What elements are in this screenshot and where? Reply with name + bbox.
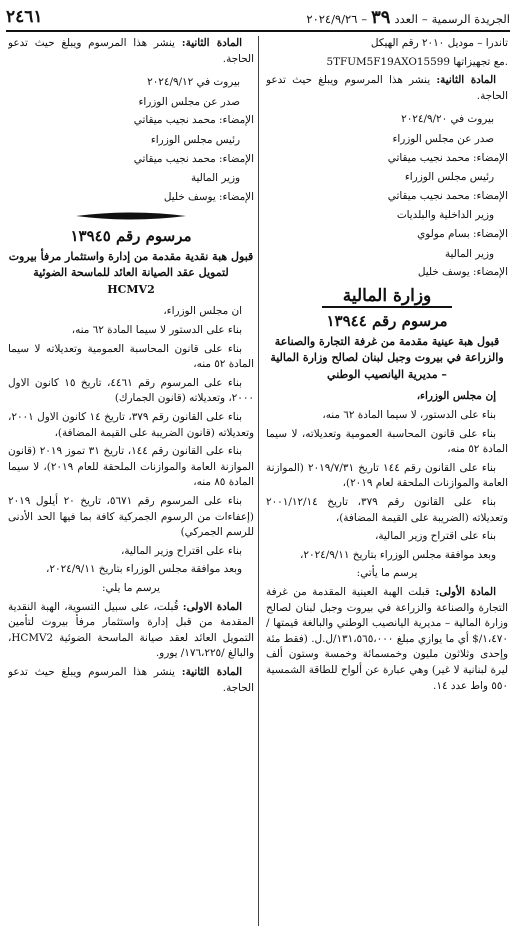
decree-title: مرسوم رقم ١٣٩٤٥ xyxy=(70,227,192,246)
decree-title: مرسوم رقم ١٣٩٤٤ xyxy=(326,312,448,331)
council-line: إن مجلس الوزراء، xyxy=(416,390,496,403)
divider-ornament xyxy=(76,211,186,221)
issue-number: ٣٩ xyxy=(371,6,391,28)
article-text: قُبلت، على سبيل التسوية، الهبة النقدية المقدمة من قبل إدارة واستثمار مرفأ بيروت لتأمين التمويل العائد لعقد صيانة الماسحة الضوئية HCMV2، والبالغ /١٧٦،٢٢٥/ يورو. xyxy=(8,600,254,660)
signature: الإمضاء: محمد نجيب ميقاتي xyxy=(387,189,508,202)
section-divider xyxy=(8,211,254,223)
decrees-line: يرسم ما يلي: xyxy=(101,581,161,594)
issued-by: صدر عن مجلس الوزراء xyxy=(392,132,494,145)
legal-basis: بناء على المرسوم رقم ٥٦٧١، تاريخ ٢٠ أيلول ٢٠١٩ (إعفاءات من الرسوم الجمركية كافة بما فيها الحد الأدنى للرسم الجمركي) xyxy=(8,494,254,539)
legal-basis: بناء على القانون رقم ٣٧٩، تاريخ ١٤ كانون الاول ٢٠٠١، وتعديلاته (قانون الضريبة على القيمة المضافة)، xyxy=(8,411,254,439)
chassis-number: 5TFUM5F19AXO15599 مع تجهيزاتها. xyxy=(326,55,508,68)
legal-basis: بناء على قانون المحاسبة العمومية وتعديلاته لا سيما المادة ٥٢ منه، xyxy=(8,342,254,371)
signatory-title: وزير الداخلية والبلديات xyxy=(396,209,494,222)
issued-by: صدر عن مجلس الوزراء xyxy=(138,95,240,108)
legal-basis: بناء على القانون رقم ١٤٤، تاريخ ٣١ تموز ٢٠١٩ (قانون الموازنة العامة والموازنات الملحقة للعام ٢٠١٩)، لا سيما المادة ٨٥ منه، xyxy=(8,445,254,489)
article-2 xyxy=(266,73,508,104)
article-label: المادة الثانية: xyxy=(181,37,243,49)
left-column xyxy=(8,36,254,928)
approval-line: وبعد موافقة مجلس الوزراء بتاريخ ٢٠٢٤/٩/١١، xyxy=(300,548,496,561)
legal-basis: بناء على قانون المحاسبة العمومية وتعديلاته، لا سيما المادة ٥٢ منه، xyxy=(266,427,508,456)
legal-basis: بناء على الدستور لا سيما المادة ٦٢ منه، xyxy=(71,324,242,337)
article-text: قبلت الهبة العينية المقدمة من غرفة التجارة والصناعة والزراعة في بيروت وجبل لبنان لصالح وزارة المالية – مديرية اليانصيب الوطني والبالغة قيمتها /١،٤٧٠/$ أي ما يوازي مبلغ ١٣١،٥٦٥،٠٠٠/ل.ل. (فقط مئة وإحدى وثلاثون مليون وخمسمائة وخمسة وستون ألف ليرة لبنانية لا غير) وهي عبارة عن ألواح للطاقة الشمسية ٥٥٠ واط عدد ١٤. xyxy=(266,585,508,692)
approval-line: وبعد موافقة مجلس الوزراء بتاريخ ٢٠٢٤/٩/١١، xyxy=(46,563,242,576)
article-text: ينشر هذا المرسوم ويبلغ حيث تدعو الحاجة. xyxy=(8,37,254,65)
page-header xyxy=(6,6,510,32)
article-2 xyxy=(8,665,254,696)
legal-basis: بناء على الدستور، لا سيما المادة ٦٢ منه، xyxy=(322,409,496,421)
column-divider xyxy=(258,36,259,926)
legal-basis: بناء على القانون رقم ٣٧٩، تاريخ ٢٠٠١/١٢/١٤ وتعديلاته (الضريبة على القيمة المضافة)، xyxy=(266,495,508,524)
decree-subject: قبول هبة نقدية مقدمة من إدارة واستثمار مرفأ بيروت لتمويل عقد الصيانة العائد للماسحة الضوئية HCMV2 xyxy=(8,249,254,296)
article-label: المادة الثانية: xyxy=(181,665,243,678)
article-1 xyxy=(8,600,254,662)
continued-text: تاندرا – موديل ٢٠١٠ رقم الهيكل xyxy=(370,37,508,49)
header-title: الجريدة الرسمية – العدد ٣٩ – ٢٠٢٤/٩/٢٦ xyxy=(306,6,510,28)
article-2 xyxy=(8,36,254,67)
page-number: ٢٤٦١ xyxy=(6,7,43,27)
right-column xyxy=(266,36,508,928)
legal-basis: بناء على اقتراح وزير المالية، xyxy=(374,530,496,543)
place-date: بيروت في ٢٠٢٤/٩/٢٠ xyxy=(401,113,494,126)
article-text: ينشر هذا المرسوم ويبلغ حيث تدعو الحاجة. xyxy=(266,74,508,102)
signature: الإمضاء: محمد نجيب ميقاتي xyxy=(387,151,508,164)
article-1 xyxy=(266,585,508,694)
signature: الإمضاء: يوسف خليل xyxy=(417,266,508,279)
signature: الإمضاء: بسام مولوي xyxy=(417,227,508,240)
signature: الإمضاء: يوسف خليل xyxy=(163,190,254,203)
signature: الإمضاء: محمد نجيب ميقاتي xyxy=(133,114,254,127)
council-line: ان مجلس الوزراء، xyxy=(163,305,242,318)
article-label: المادة الأولى: xyxy=(435,585,496,598)
signatory-title: وزير المالية xyxy=(444,247,494,260)
ministry-heading: وزارة المالية xyxy=(322,289,452,309)
decrees-line: يرسم ما يأتي: xyxy=(356,567,418,580)
publication-name: الجريدة الرسمية xyxy=(431,11,510,26)
article-text: ينشر هذا المرسوم ويبلغ حيث تدعو الحاجة. xyxy=(8,665,254,694)
signatory-title: وزير المالية xyxy=(190,172,240,185)
issue-label: العدد xyxy=(394,11,418,26)
article-label: المادة الاولى: xyxy=(182,600,242,613)
legal-basis: بناء على المرسوم رقم ٤٤٦١، تاريخ ١٥ كانون الاول ٢٠٠٠، وتعديلاته (قانون الجمارك) xyxy=(8,376,254,405)
signatory-title: رئيس مجلس الوزراء xyxy=(150,133,240,146)
legal-basis: بناء على اقتراح وزير المالية، xyxy=(120,544,242,557)
issue-date: ٢٠٢٤/٩/٢٦ xyxy=(306,11,358,26)
legal-basis: بناء على القانون رقم ١٤٤ تاريخ ٢٠١٩/٧/٣١ (الموازنة العامة والموازنات الملحقة لعام ٢٠١٩)، xyxy=(266,461,508,490)
signature: الإمضاء: محمد نجيب ميقاتي xyxy=(133,152,254,165)
place-date: بيروت في ٢٠٢٤/٩/١٢ xyxy=(147,76,240,89)
decree-subject: قبول هبة عينية مقدمة من غرفة التجارة والصناعة والزراعة في بيروت وجبل لبنان لصالح وزارة المالية – مديرية اليانصيب الوطني xyxy=(270,334,504,381)
article-label: المادة الثانية: xyxy=(436,74,496,87)
signatory-title: رئيس مجلس الوزراء xyxy=(404,171,494,184)
